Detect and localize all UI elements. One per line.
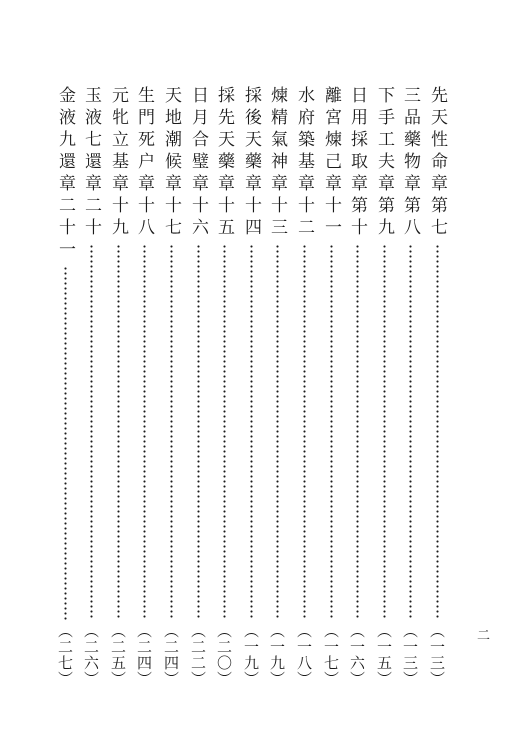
toc-entry-title: 元牝立基章十九 xyxy=(108,86,128,240)
dot-leader xyxy=(330,244,333,620)
toc-entry-page: （一七） xyxy=(322,623,340,687)
toc-entry-title: 離宮煉己章十一 xyxy=(321,86,341,240)
dot-leader xyxy=(276,244,279,620)
toc-entry-page: （一五） xyxy=(375,623,393,687)
dot-leader xyxy=(303,244,306,620)
toc-entry-page: （一九） xyxy=(268,623,286,687)
toc-entry-page: （一六） xyxy=(348,623,366,687)
toc-entry[interactable] xyxy=(238,86,264,694)
toc-entry-title: 日用採取章第十 xyxy=(347,86,367,240)
dot-leader xyxy=(197,244,200,620)
toc-entry-page: （一三） xyxy=(401,623,419,687)
page-folio: 二 xyxy=(474,628,489,641)
toc-entry-title: 水府築基章十二 xyxy=(294,86,314,240)
toc-entry-page: （一八） xyxy=(295,623,313,687)
dot-leader xyxy=(90,244,93,620)
toc-entry[interactable] xyxy=(397,86,423,694)
toc-entry[interactable] xyxy=(291,86,317,694)
toc-entry-title: 下手工夫章第九 xyxy=(374,86,394,240)
toc-entry-title: 採後天藥章十四 xyxy=(241,86,261,240)
toc-entry[interactable] xyxy=(52,86,78,694)
toc-entry[interactable] xyxy=(371,86,397,694)
toc-entry-title: 採先天藥章十五 xyxy=(214,86,234,240)
toc-entry[interactable] xyxy=(78,86,104,694)
toc-entry-page: （二六） xyxy=(82,623,100,687)
dot-leader xyxy=(409,244,412,620)
toc-entry-page: （一九） xyxy=(242,623,260,687)
toc-entry-page: （二七） xyxy=(56,623,74,687)
toc-entry-title: 日月合璧章十六 xyxy=(188,86,208,240)
toc-entry-page: （一三） xyxy=(428,623,446,687)
toc-entry-page: （二〇） xyxy=(215,623,233,687)
dot-leader xyxy=(170,244,173,620)
dot-leader xyxy=(250,244,253,620)
toc-entry-title: 生門死户章十八 xyxy=(134,86,154,240)
dot-leader xyxy=(223,244,226,620)
dot-leader xyxy=(383,244,386,620)
dot-leader xyxy=(117,244,120,620)
toc-entry[interactable] xyxy=(105,86,131,694)
toc-entry[interactable] xyxy=(211,86,237,694)
toc-entry[interactable] xyxy=(424,86,450,694)
toc-entry-page: （二四） xyxy=(162,623,180,687)
dot-leader xyxy=(436,244,439,620)
toc-entry-title: 三品藥物章第八 xyxy=(400,86,420,240)
toc-entry[interactable] xyxy=(185,86,211,694)
toc-entry[interactable] xyxy=(344,86,370,694)
toc-entry-page: （二二） xyxy=(189,623,207,687)
toc-entry[interactable] xyxy=(131,86,157,694)
toc-entry[interactable] xyxy=(264,86,290,694)
toc-entry-title: 玉液七還章二十 xyxy=(81,86,101,240)
toc-entry-title: 金液九還章二十一 xyxy=(55,86,75,262)
toc-entry-title: 先天性命章第七 xyxy=(427,86,447,240)
dot-leader xyxy=(64,266,67,620)
toc-entry-title: 天地潮候章十七 xyxy=(161,86,181,240)
toc-entry[interactable] xyxy=(158,86,184,694)
dot-leader xyxy=(356,244,359,620)
toc-entry-page: （二五） xyxy=(109,623,127,687)
toc-entry-title: 煉精氣神章十三 xyxy=(267,86,287,240)
dot-leader xyxy=(143,244,146,620)
toc-entry[interactable] xyxy=(318,86,344,694)
toc-entry-page: （二四） xyxy=(135,623,153,687)
